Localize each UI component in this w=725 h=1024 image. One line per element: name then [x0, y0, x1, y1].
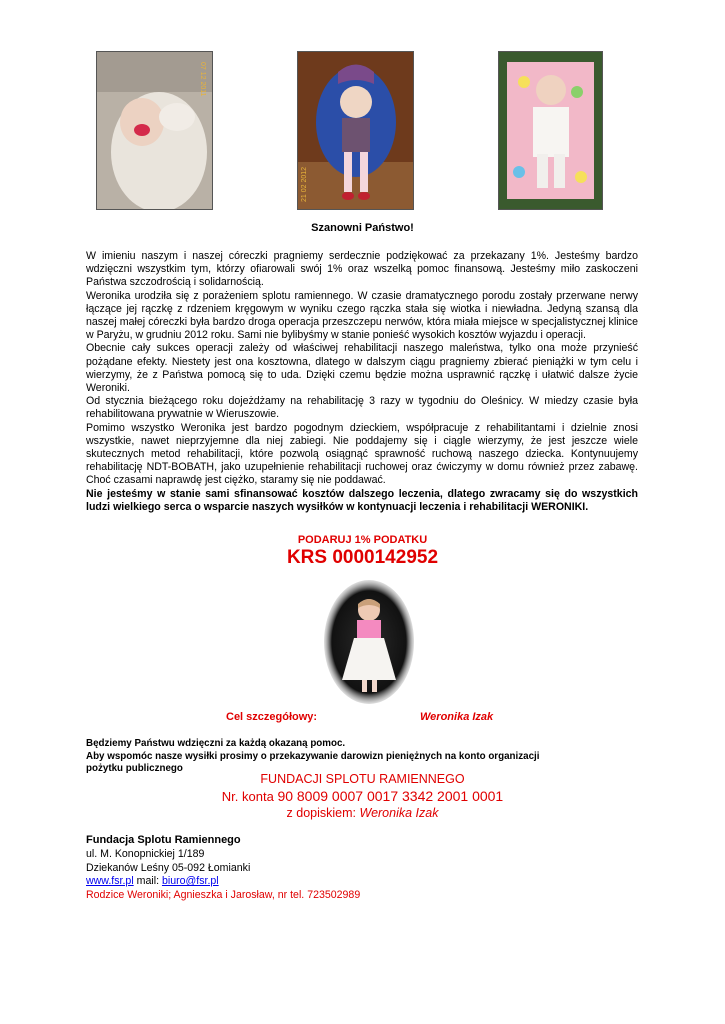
mail-label: mail:: [136, 875, 160, 888]
transfer-note: [0, 806, 725, 820]
paragraph: Obecnie cały sukces operacji zależy od właściwej rehabilitacji naszego maleństwa, tylko ona może przynieść pożądane efekty. Niestety jest ona kosztowna, dlatego w dalszym ciągu pragniemy zbierać pieniążki w tym celu i wierzymy, że z Państwa pomocą się to uda. Dzięki czemu będzie można usprawnić rączkę i ułatwić dalsze życie Weroniki.: [86, 342, 638, 395]
paragraph: W imieniu naszym i naszej córeczki pragniemy serdecznie podziękować za przekazany 1%. Jesteśmy bardzo wdzięczni wszystkim tym, którzy ofiarowali swój 1% oraz wszelką pomoc finansową. Jesteśmy miło zaskoczeni Państwa szczodrością i solidarnością.: [86, 250, 638, 289]
thanks-line: pożytku publicznego: [86, 763, 183, 774]
city-address: Dziekanów Leśny 05-092 Łomianki: [86, 861, 251, 874]
paragraph: Pomimo wszystko Weronika jest bardzo pogodnym dzieckiem, współpracuje z rehabilitantami i dzielnie znosi wszystkie, nawet nieprzyjemne dla niej zabiegi. Nie poddajemy się i ciągle wierzymy, że jest jeszcze wiele skutecznych metod rehabilitacji, które pozwolą osiągnąć sprawność ruchową naszego dziecka. Kontynuujemy rehabilitację NDT-BOBATH, jako uzupełnienie rehabilitacji ruchowej oraz ćwiczymy w domu również przez zabawę. Choć czasami naprawdę jest ciężko, staramy się nie poddawać.: [86, 421, 638, 487]
thanks-block: [86, 738, 646, 776]
thanks-line: Aby wspomóc nasze wysiłki prosimy o przekazywanie darowizn pieniężnych na konto organizacji: [86, 750, 540, 762]
photo-girl-white-dress: [324, 580, 414, 704]
website-link[interactable]: www.fsr.pl: [86, 875, 134, 888]
address-block: [86, 834, 360, 903]
bank-account: [0, 788, 725, 804]
krs-number: KRS 0000142952: [286, 547, 439, 568]
photo-baby-sleeping: [96, 51, 213, 210]
paragraph: Weronika urodziła się z porażeniem splotu ramiennego. W czasie dramatycznego porodu zostały przerwane nerwy łączące jej rączkę z rdzeniem kręgowym w wyniku czego rączka stała się wiotka i niewładna. Jedyną szansą dla naszej małej córeczki była bardzo droga operacja przeszczepu nerwów, która miała miejsce w specjalistycznej klinice w Paryżu, w grudniu 2012 roku. Sami nie bylibyśmy w stanie ponieść wysokich kosztów wyjazdu i operacji.: [86, 289, 638, 342]
account-label: Nr. konta: [221, 789, 274, 804]
parents-contact: Rodzice Weroniki; Agnieszka i Jarosław, nr tel. 723502989: [86, 889, 361, 902]
note-prefix: z dopiskiem:: [286, 806, 357, 820]
svg-text:07 12 2011: 07 12 2011: [199, 62, 206, 97]
email-link[interactable]: biuro@fsr.pl: [161, 875, 219, 888]
goal-label: Cel szczegółowy:: [226, 711, 318, 723]
account-number: 90 8009 0007 0017 3342 2001 0001: [277, 788, 504, 804]
appeal-paragraph: Nie jesteśmy w stanie sami sfinansować kosztów dalszego leczenia, dlatego zwracamy się do wszystkich ludzi wielkiego serca o wsparcie naszych wysiłków w kontynuacji leczenia i rehabilitacji WERONIKI.: [86, 487, 638, 513]
photo-baby-in-chair: [297, 51, 414, 210]
thanks-line: Będziemy Państwu wdzięczni za każdą okazaną pomoc.: [86, 738, 346, 749]
paragraph: Od stycznia bieżącego roku dojeżdżamy na rehabilitację 3 razy w tygodniu do Oleśnicy. W miedzy czasie była rehabilitowana prywatnie w Wieruszowie.: [86, 395, 638, 421]
goal-value: Weronika Izak: [420, 711, 494, 723]
note-value: Weronika Izak: [359, 806, 439, 820]
photo-baby-on-blanket: [498, 51, 603, 210]
greeting-heading: Szanowni Państwo!: [311, 222, 414, 234]
contact-line: [86, 875, 360, 889]
foundation-name: FUNDACJI SPLOTU RAMIENNEGO: [260, 772, 465, 786]
donate-heading: PODARUJ 1% PODATKU: [297, 534, 428, 546]
street-address: ul. M. Konopnickiej 1/189: [86, 847, 205, 860]
organization-name: Fundacja Splotu Ramiennego: [86, 834, 241, 846]
svg-text:21 02 2012: 21 02 2012: [301, 166, 308, 202]
letter-body: [86, 250, 638, 514]
